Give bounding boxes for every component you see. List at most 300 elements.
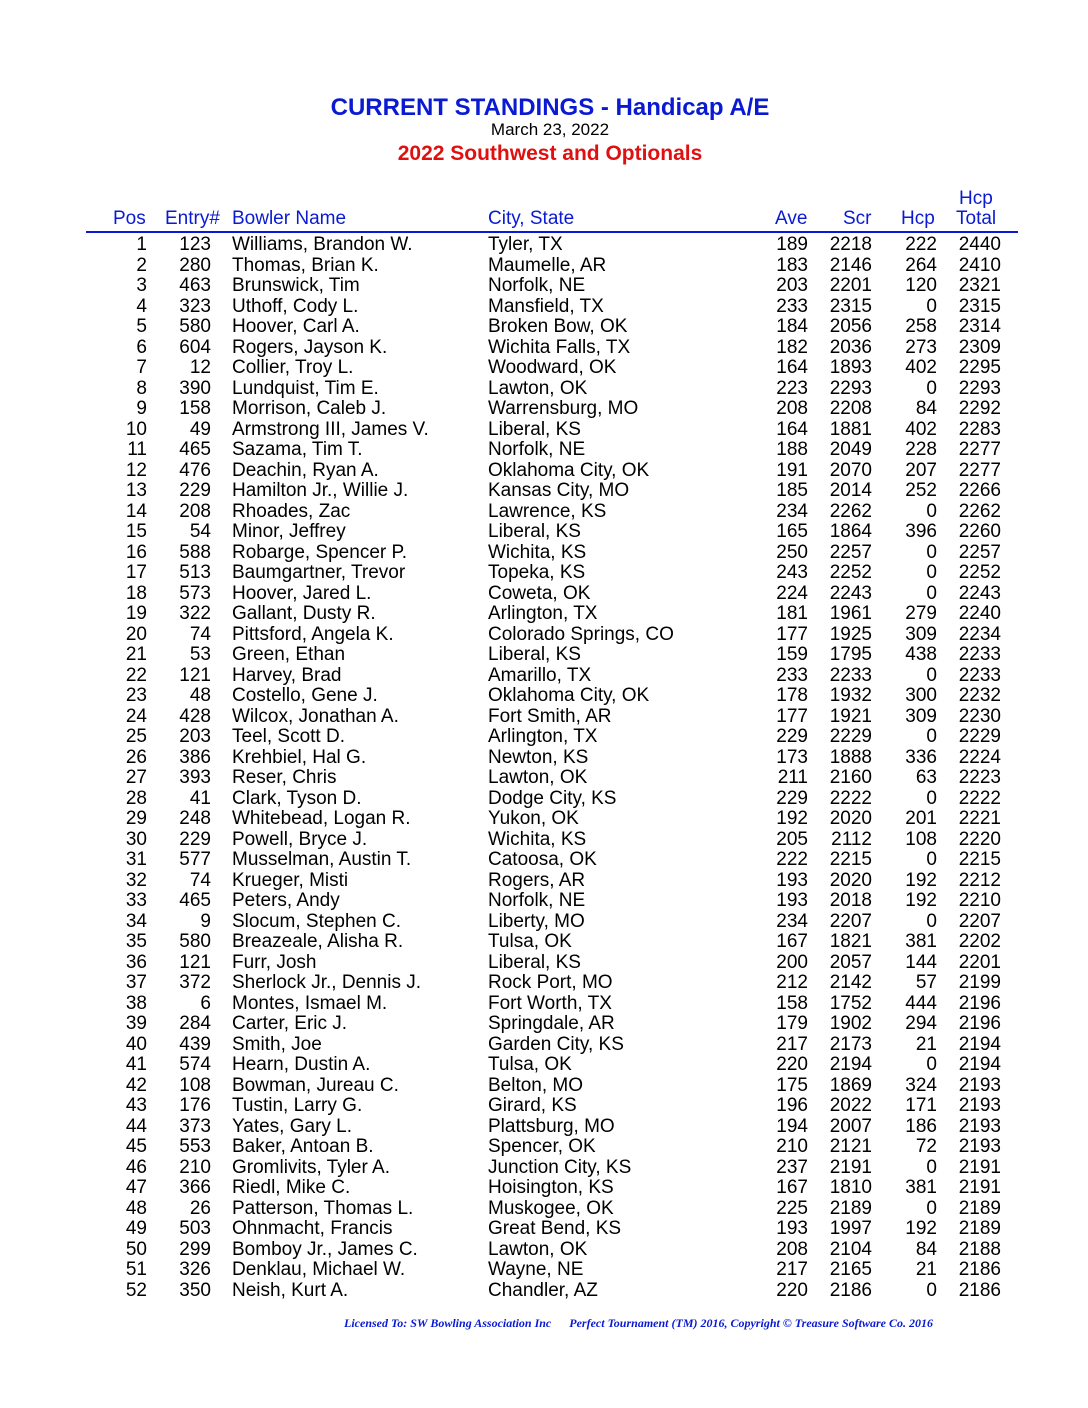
cell-scr: 2293 bbox=[829, 377, 872, 399]
cell-hcp: 84 bbox=[915, 1238, 937, 1260]
cell-bowler-name: Tustin, Larry G. bbox=[232, 1095, 363, 1116]
cell-entry: 439 bbox=[179, 1033, 211, 1055]
table-row bbox=[0, 932, 1088, 953]
cell-pos: 9 bbox=[136, 398, 147, 419]
cell-entry: 74 bbox=[189, 623, 211, 645]
cell-hcp: 0 bbox=[926, 1197, 937, 1219]
cell-pos: 21 bbox=[125, 644, 147, 665]
cell-ave: 178 bbox=[776, 685, 808, 706]
cell-ave: 229 bbox=[776, 726, 808, 747]
cell-entry: 26 bbox=[189, 1197, 211, 1219]
table-row bbox=[0, 276, 1088, 297]
cell-city-state: Lawrence, KS bbox=[488, 500, 607, 522]
cell-city-state: Wayne, NE bbox=[488, 1259, 584, 1280]
cell-entry: 373 bbox=[179, 1115, 211, 1137]
cell-scr: 2165 bbox=[829, 1259, 872, 1280]
cell-entry: 553 bbox=[179, 1136, 211, 1157]
cell-scr: 2007 bbox=[829, 1115, 872, 1137]
cell-hcp: 0 bbox=[926, 377, 937, 399]
cell-entry: 513 bbox=[179, 562, 211, 583]
cell-pos: 44 bbox=[125, 1115, 147, 1137]
cell-hcp: 300 bbox=[905, 685, 937, 706]
cell-hcp-total: 2283 bbox=[958, 418, 1001, 440]
cell-pos: 42 bbox=[125, 1074, 147, 1096]
header-city-state: City, State bbox=[488, 208, 575, 229]
cell-hcp: 0 bbox=[926, 1054, 937, 1075]
cell-ave: 196 bbox=[776, 1095, 808, 1116]
cell-entry: 229 bbox=[179, 828, 211, 850]
cell-bowler-name: Teel, Scott D. bbox=[232, 726, 345, 747]
cell-hcp: 192 bbox=[905, 869, 937, 891]
cell-pos: 45 bbox=[125, 1136, 147, 1157]
cell-scr: 1921 bbox=[829, 705, 872, 727]
cell-bowler-name: Lundquist, Tim E. bbox=[232, 377, 379, 399]
cell-hcp: 264 bbox=[905, 254, 937, 276]
cell-ave: 229 bbox=[776, 787, 808, 809]
table-row bbox=[0, 358, 1088, 379]
cell-scr: 1932 bbox=[829, 685, 872, 706]
cell-city-state: Liberal, KS bbox=[488, 521, 581, 542]
cell-ave: 234 bbox=[776, 500, 808, 522]
cell-ave: 222 bbox=[776, 849, 808, 870]
cell-ave: 233 bbox=[776, 664, 808, 686]
cell-city-state: Lawton, OK bbox=[488, 1238, 588, 1260]
cell-scr: 1997 bbox=[829, 1218, 872, 1239]
cell-ave: 200 bbox=[776, 951, 808, 973]
cell-pos: 11 bbox=[127, 439, 147, 460]
standings-table bbox=[0, 235, 1088, 1301]
cell-bowler-name: Ohnmacht, Francis bbox=[232, 1218, 393, 1239]
cell-scr: 2146 bbox=[829, 254, 872, 276]
cell-bowler-name: Deachin, Ryan A. bbox=[232, 459, 379, 481]
cell-city-state: Liberal, KS bbox=[488, 644, 581, 665]
cell-hcp-total: 2202 bbox=[958, 931, 1001, 952]
cell-city-state: Great Bend, KS bbox=[488, 1218, 622, 1239]
cell-ave: 167 bbox=[776, 931, 808, 952]
cell-bowler-name: Thomas, Brian K. bbox=[232, 254, 379, 276]
cell-bowler-name: Denklau, Michael W. bbox=[232, 1259, 406, 1280]
cell-hcp: 201 bbox=[905, 808, 937, 829]
cell-pos: 22 bbox=[125, 664, 147, 686]
table-row bbox=[0, 707, 1088, 728]
cell-bowler-name: Krueger, Misti bbox=[232, 869, 349, 891]
cell-hcp: 381 bbox=[905, 1177, 937, 1198]
table-row bbox=[0, 1158, 1088, 1179]
cell-entry: 229 bbox=[179, 480, 211, 501]
cell-bowler-name: Brunswick, Tim bbox=[232, 275, 360, 296]
cell-scr: 1961 bbox=[829, 603, 872, 624]
cell-city-state: Fort Worth, TX bbox=[488, 992, 612, 1014]
cell-scr: 2252 bbox=[829, 562, 872, 583]
cell-bowler-name: Bomboy Jr., James C. bbox=[232, 1238, 418, 1260]
table-row bbox=[0, 953, 1088, 974]
cell-entry: 463 bbox=[179, 275, 211, 296]
table-row bbox=[0, 850, 1088, 871]
cell-scr: 2056 bbox=[829, 316, 872, 337]
cell-ave: 177 bbox=[776, 705, 808, 727]
cell-city-state: Warrensburg, MO bbox=[488, 398, 639, 419]
cell-scr: 2020 bbox=[829, 808, 872, 829]
table-row bbox=[0, 235, 1088, 256]
cell-entry: 54 bbox=[189, 521, 211, 542]
cell-bowler-name: Sazama, Tim T. bbox=[232, 439, 363, 460]
table-row bbox=[0, 1117, 1088, 1138]
cell-entry: 386 bbox=[179, 746, 211, 768]
cell-hcp-total: 2309 bbox=[958, 336, 1001, 358]
cell-hcp: 294 bbox=[905, 1013, 937, 1034]
cell-city-state: Liberal, KS bbox=[488, 951, 581, 973]
cell-hcp: 0 bbox=[926, 541, 937, 563]
cell-entry: 326 bbox=[179, 1259, 211, 1280]
cell-bowler-name: Williams, Brandon W. bbox=[232, 234, 413, 255]
table-row bbox=[0, 543, 1088, 564]
cell-pos: 8 bbox=[136, 377, 147, 399]
cell-pos: 31 bbox=[125, 849, 147, 870]
cell-city-state: Norfolk, NE bbox=[488, 439, 586, 460]
cell-entry: 323 bbox=[179, 295, 211, 317]
cell-hcp: 192 bbox=[905, 890, 937, 911]
cell-hcp: 108 bbox=[905, 828, 937, 850]
table-row bbox=[0, 1260, 1088, 1281]
cell-hcp-total: 2193 bbox=[958, 1074, 1001, 1096]
cell-hcp-total: 2410 bbox=[958, 254, 1001, 276]
cell-scr: 1810 bbox=[829, 1177, 872, 1198]
cell-ave: 179 bbox=[776, 1013, 808, 1034]
cell-entry: 577 bbox=[179, 849, 211, 870]
cell-hcp-total: 2191 bbox=[958, 1177, 1001, 1198]
cell-city-state: Woodward, OK bbox=[488, 357, 617, 378]
cell-ave: 223 bbox=[776, 377, 808, 399]
cell-bowler-name: Hoover, Jared L. bbox=[232, 582, 372, 604]
cell-bowler-name: Carter, Eric J. bbox=[232, 1013, 348, 1034]
cell-city-state: Colorado Springs, CO bbox=[488, 623, 674, 645]
cell-ave: 217 bbox=[776, 1259, 808, 1280]
cell-scr: 1821 bbox=[829, 931, 872, 952]
cell-hcp: 84 bbox=[915, 398, 937, 419]
table-row bbox=[0, 994, 1088, 1015]
table-row bbox=[0, 1035, 1088, 1056]
cell-hcp-total: 2295 bbox=[958, 357, 1001, 378]
cell-ave: 193 bbox=[776, 890, 808, 911]
cell-bowler-name: Costello, Gene J. bbox=[232, 685, 378, 706]
cell-scr: 1881 bbox=[829, 418, 872, 440]
cell-entry: 588 bbox=[179, 541, 211, 563]
cell-bowler-name: Krehbiel, Hal G. bbox=[232, 746, 367, 768]
cell-scr: 2104 bbox=[829, 1238, 872, 1260]
cell-hcp-total: 2240 bbox=[958, 603, 1001, 624]
cell-bowler-name: Reser, Chris bbox=[232, 767, 337, 788]
cell-hcp: 0 bbox=[926, 1156, 937, 1178]
cell-entry: 121 bbox=[179, 664, 211, 686]
cell-pos: 13 bbox=[125, 480, 147, 501]
cell-hcp-total: 2199 bbox=[958, 972, 1001, 993]
cell-city-state: Belton, MO bbox=[488, 1074, 584, 1096]
cell-city-state: Rock Port, MO bbox=[488, 972, 613, 993]
cell-bowler-name: Hearn, Dustin A. bbox=[232, 1054, 371, 1075]
cell-ave: 189 bbox=[776, 234, 808, 255]
cell-hcp-total: 2252 bbox=[958, 562, 1001, 583]
table-row bbox=[0, 1199, 1088, 1220]
cell-hcp-total: 2186 bbox=[958, 1279, 1001, 1301]
cell-bowler-name: Armstrong III, James V. bbox=[232, 418, 429, 440]
cell-entry: 203 bbox=[179, 726, 211, 747]
header-divider bbox=[86, 231, 1018, 233]
cell-pos: 35 bbox=[125, 931, 147, 952]
cell-bowler-name: Harvey, Brad bbox=[232, 664, 342, 686]
cell-hcp-total: 2277 bbox=[958, 439, 1001, 460]
table-row bbox=[0, 973, 1088, 994]
cell-ave: 208 bbox=[776, 1238, 808, 1260]
cell-ave: 194 bbox=[776, 1115, 808, 1137]
cell-entry: 12 bbox=[189, 357, 211, 378]
table-row bbox=[0, 604, 1088, 625]
cell-bowler-name: Collier, Troy L. bbox=[232, 357, 354, 378]
cell-city-state: Oklahoma City, OK bbox=[488, 685, 650, 706]
cell-hcp-total: 2229 bbox=[958, 726, 1001, 747]
cell-entry: 574 bbox=[179, 1054, 211, 1075]
cell-ave: 159 bbox=[776, 644, 808, 665]
cell-ave: 191 bbox=[776, 459, 808, 481]
cell-city-state: Muskogee, OK bbox=[488, 1197, 614, 1219]
cell-ave: 234 bbox=[776, 910, 808, 932]
cell-bowler-name: Rogers, Jayson K. bbox=[232, 336, 388, 358]
cell-hcp-total: 2243 bbox=[958, 582, 1001, 604]
cell-entry: 573 bbox=[179, 582, 211, 604]
cell-entry: 390 bbox=[179, 377, 211, 399]
cell-hcp: 0 bbox=[926, 295, 937, 317]
header-pos: Pos bbox=[113, 208, 146, 229]
cell-bowler-name: Rhoades, Zac bbox=[232, 500, 351, 522]
cell-pos: 10 bbox=[125, 418, 147, 440]
cell-pos: 18 bbox=[125, 582, 147, 604]
cell-ave: 211 bbox=[777, 767, 808, 788]
cell-bowler-name: Clark, Tyson D. bbox=[232, 787, 362, 809]
cell-scr: 2189 bbox=[829, 1197, 872, 1219]
cell-hcp-total: 2186 bbox=[958, 1259, 1001, 1280]
cell-scr: 1869 bbox=[829, 1074, 872, 1096]
cell-ave: 184 bbox=[776, 316, 808, 337]
cell-city-state: Dodge City, KS bbox=[488, 787, 617, 809]
cell-hcp-total: 2215 bbox=[958, 849, 1001, 870]
cell-pos: 19 bbox=[125, 603, 147, 624]
cell-city-state: Norfolk, NE bbox=[488, 275, 586, 296]
cell-city-state: Liberal, KS bbox=[488, 418, 581, 440]
cell-pos: 34 bbox=[125, 910, 147, 932]
cell-entry: 176 bbox=[179, 1095, 211, 1116]
cell-pos: 26 bbox=[125, 746, 147, 768]
table-row bbox=[0, 256, 1088, 277]
cell-scr: 2121 bbox=[829, 1136, 872, 1157]
cell-city-state: Tulsa, OK bbox=[488, 1054, 572, 1075]
cell-ave: 164 bbox=[776, 357, 808, 378]
cell-hcp: 0 bbox=[926, 562, 937, 583]
cell-pos: 5 bbox=[136, 316, 147, 337]
cell-pos: 15 bbox=[125, 521, 147, 542]
cell-ave: 165 bbox=[776, 521, 808, 542]
cell-hcp-total: 2234 bbox=[958, 623, 1001, 645]
cell-hcp-total: 2212 bbox=[958, 869, 1001, 891]
cell-scr: 2222 bbox=[829, 787, 872, 809]
cell-scr: 2191 bbox=[829, 1156, 872, 1178]
cell-entry: 322 bbox=[179, 603, 211, 624]
cell-ave: 233 bbox=[776, 295, 808, 317]
cell-bowler-name: Pittsford, Angela K. bbox=[232, 623, 394, 645]
cell-city-state: Hoisington, KS bbox=[488, 1177, 614, 1198]
cell-entry: 299 bbox=[179, 1238, 211, 1260]
cell-hcp-total: 2191 bbox=[958, 1156, 1001, 1178]
cell-bowler-name: Whitebead, Logan R. bbox=[232, 808, 411, 829]
table-row bbox=[0, 789, 1088, 810]
cell-entry: 121 bbox=[179, 951, 211, 973]
cell-scr: 2022 bbox=[829, 1095, 872, 1116]
cell-entry: 580 bbox=[179, 931, 211, 952]
table-row bbox=[0, 748, 1088, 769]
cell-city-state: Lawton, OK bbox=[488, 377, 588, 399]
cell-hcp: 0 bbox=[926, 500, 937, 522]
table-row bbox=[0, 625, 1088, 646]
table-row bbox=[0, 1096, 1088, 1117]
cell-entry: 372 bbox=[179, 972, 211, 993]
cell-pos: 1 bbox=[136, 234, 147, 255]
cell-hcp-total: 2193 bbox=[958, 1115, 1001, 1137]
table-row bbox=[0, 727, 1088, 748]
table-row bbox=[0, 1281, 1088, 1302]
header-total-top: Hcp bbox=[959, 188, 993, 209]
cell-pos: 2 bbox=[136, 254, 147, 276]
cell-scr: 1925 bbox=[829, 623, 872, 645]
cell-hcp: 252 bbox=[905, 480, 937, 501]
cell-scr: 2207 bbox=[829, 910, 872, 932]
cell-pos: 30 bbox=[125, 828, 147, 850]
cell-scr: 2194 bbox=[829, 1054, 872, 1075]
cell-scr: 2257 bbox=[829, 541, 872, 563]
cell-bowler-name: Uthoff, Cody L. bbox=[232, 295, 359, 317]
cell-ave: 210 bbox=[776, 1136, 808, 1157]
cell-entry: 74 bbox=[189, 869, 211, 891]
cell-hcp: 0 bbox=[926, 849, 937, 870]
cell-entry: 393 bbox=[179, 767, 211, 788]
cell-city-state: Topeka, KS bbox=[488, 562, 586, 583]
cell-pos: 17 bbox=[125, 562, 147, 583]
cell-city-state: Coweta, OK bbox=[488, 582, 591, 604]
cell-ave: 237 bbox=[776, 1156, 808, 1178]
cell-entry: 9 bbox=[200, 910, 211, 932]
cell-bowler-name: Baker, Antoan B. bbox=[232, 1136, 374, 1157]
cell-ave: 217 bbox=[776, 1033, 808, 1055]
cell-scr: 2229 bbox=[829, 726, 872, 747]
cell-hcp-total: 2189 bbox=[958, 1218, 1001, 1239]
table-row bbox=[0, 461, 1088, 482]
header-hcp: Hcp bbox=[901, 208, 935, 229]
cell-scr: 2036 bbox=[829, 336, 872, 358]
cell-entry: 6 bbox=[200, 992, 211, 1014]
cell-pos: 7 bbox=[136, 357, 147, 378]
table-row bbox=[0, 1076, 1088, 1097]
table-row bbox=[0, 645, 1088, 666]
cell-city-state: Maumelle, AR bbox=[488, 254, 607, 276]
cell-bowler-name: Neish, Kurt A. bbox=[232, 1279, 349, 1301]
cell-hcp-total: 2232 bbox=[958, 685, 1001, 706]
table-row bbox=[0, 317, 1088, 338]
table-row bbox=[0, 1178, 1088, 1199]
cell-hcp: 192 bbox=[905, 1218, 937, 1239]
table-row bbox=[0, 297, 1088, 318]
cell-city-state: Wichita, KS bbox=[488, 541, 587, 563]
cell-bowler-name: Gromlivits, Tyler A. bbox=[232, 1156, 391, 1178]
cell-pos: 28 bbox=[125, 787, 147, 809]
cell-bowler-name: Patterson, Thomas L. bbox=[232, 1197, 414, 1219]
cell-hcp-total: 2188 bbox=[958, 1238, 1001, 1260]
cell-pos: 46 bbox=[125, 1156, 147, 1178]
cell-hcp: 63 bbox=[915, 767, 937, 788]
cell-city-state: Plattsburg, MO bbox=[488, 1115, 615, 1137]
cell-hcp: 57 bbox=[915, 972, 937, 993]
cell-city-state: Junction City, KS bbox=[488, 1156, 632, 1178]
cell-city-state: Spencer, OK bbox=[488, 1136, 596, 1157]
cell-hcp-total: 2223 bbox=[958, 767, 1001, 788]
cell-city-state: Garden City, KS bbox=[488, 1033, 624, 1055]
cell-hcp: 402 bbox=[905, 418, 937, 440]
table-row bbox=[0, 768, 1088, 789]
cell-bowler-name: Hoover, Carl A. bbox=[232, 316, 360, 337]
cell-city-state: Tulsa, OK bbox=[488, 931, 572, 952]
cell-entry: 108 bbox=[179, 1074, 211, 1096]
cell-scr: 1795 bbox=[829, 644, 872, 665]
cell-pos: 40 bbox=[125, 1033, 147, 1055]
page-title: CURRENT STANDINGS - Handicap A/E bbox=[330, 94, 770, 121]
header-entry: Entry# bbox=[165, 208, 220, 229]
cell-pos: 43 bbox=[125, 1095, 147, 1116]
cell-hcp: 309 bbox=[905, 623, 937, 645]
cell-bowler-name: Furr, Josh bbox=[232, 951, 317, 973]
table-row bbox=[0, 440, 1088, 461]
cell-scr: 2018 bbox=[829, 890, 872, 911]
cell-scr: 2233 bbox=[829, 664, 872, 686]
cell-ave: 181 bbox=[776, 603, 808, 624]
cell-hcp-total: 2314 bbox=[958, 316, 1001, 337]
cell-bowler-name: Wilcox, Jonathan A. bbox=[232, 705, 399, 727]
table-row bbox=[0, 1137, 1088, 1158]
cell-hcp-total: 2207 bbox=[958, 910, 1001, 932]
cell-hcp: 258 bbox=[905, 316, 937, 337]
event-name: 2022 Southwest and Optionals bbox=[397, 142, 703, 165]
table-row bbox=[0, 912, 1088, 933]
cell-hcp: 0 bbox=[926, 787, 937, 809]
cell-ave: 185 bbox=[776, 480, 808, 501]
cell-pos: 51 bbox=[125, 1259, 147, 1280]
cell-scr: 1902 bbox=[829, 1013, 872, 1034]
cell-pos: 36 bbox=[125, 951, 147, 973]
cell-entry: 604 bbox=[179, 336, 211, 358]
cell-hcp-total: 2257 bbox=[958, 541, 1001, 563]
table-row bbox=[0, 830, 1088, 851]
cell-pos: 27 bbox=[125, 767, 147, 788]
cell-bowler-name: Breazeale, Alisha R. bbox=[232, 931, 404, 952]
cell-scr: 2049 bbox=[829, 439, 872, 460]
cell-city-state: Girard, KS bbox=[488, 1095, 577, 1116]
cell-pos: 3 bbox=[136, 275, 147, 296]
table-row bbox=[0, 1240, 1088, 1261]
cell-hcp-total: 2221 bbox=[958, 808, 1001, 829]
cell-entry: 350 bbox=[179, 1279, 211, 1301]
cell-pos: 20 bbox=[125, 623, 147, 645]
cell-hcp-total: 2194 bbox=[958, 1033, 1001, 1055]
cell-pos: 29 bbox=[125, 808, 147, 829]
cell-hcp: 444 bbox=[905, 992, 937, 1014]
cell-hcp: 309 bbox=[905, 705, 937, 727]
cell-hcp-total: 2201 bbox=[958, 951, 1001, 973]
cell-ave: 173 bbox=[776, 746, 808, 768]
